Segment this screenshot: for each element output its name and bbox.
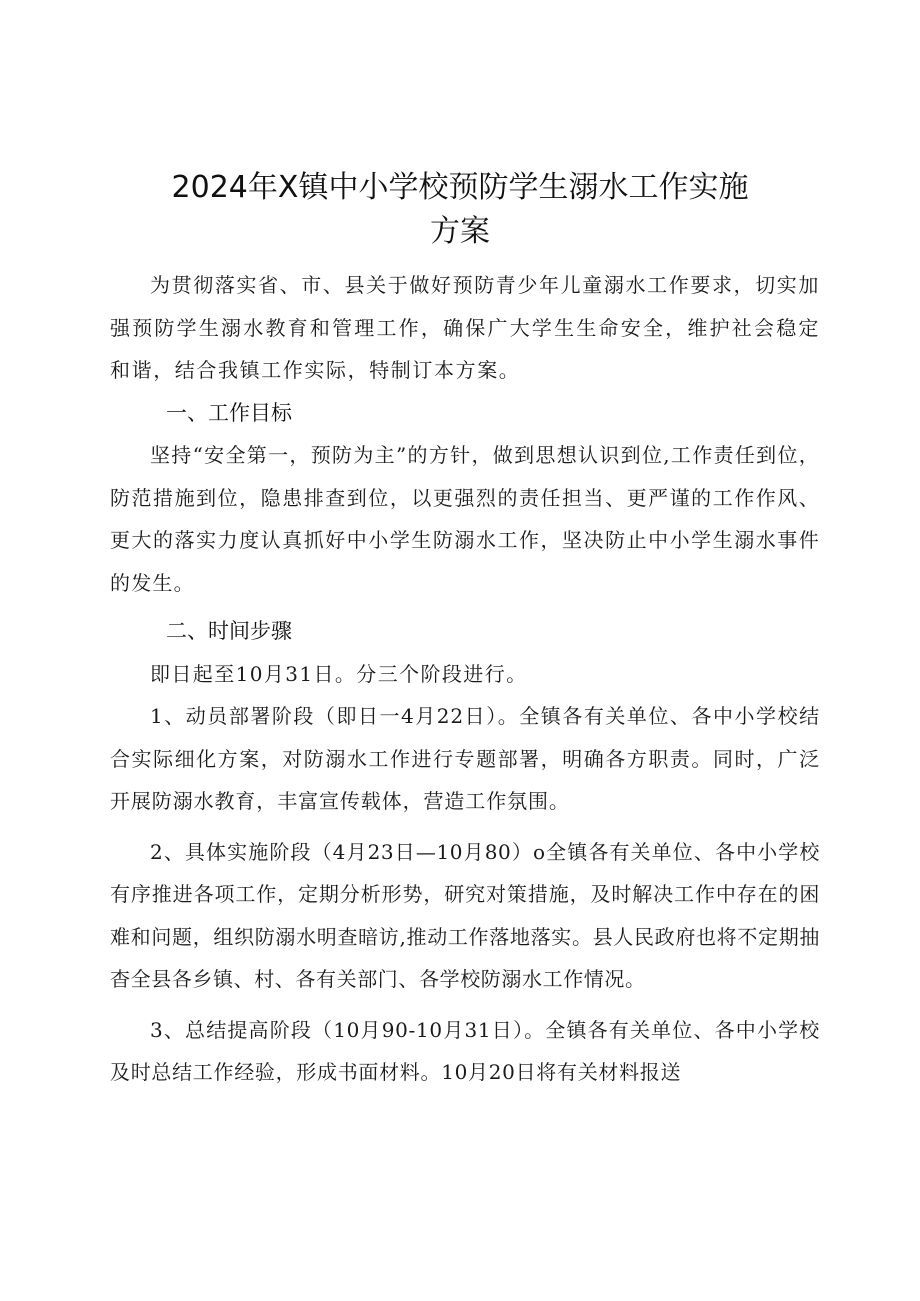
schedule-intro-paragraph: 即日起至10月31日。分三个阶段进行。 xyxy=(150,661,528,686)
document-title xyxy=(0,166,920,254)
step-2-paragraph: 2、具体实施阶段（4月23日—10月80）o全镇各有关单位、各中小学校有序推进各项工作，定期分析形势，研究对策措施，及时解决工作中存在的困难和问题，组织防溺水明查暗访,推动工作落地落实。县人民政府也将不定期抽杳全县各乡镇、村、各有关部门、各学校防溺水工作情况。 xyxy=(110,839,820,991)
intro-paragraph: 为贯彻落实省、市、县关于做好预防青少年儿童溺水工作要求，切实加强预防学生溺水教育和管理工作，确保广大学生生命安全，维护社会稳定和谐，结合我镇工作实际，特制订本方案。 xyxy=(110,273,820,382)
title-line-2: 方案 xyxy=(430,214,490,249)
section-heading-goals: 一、工作目标 xyxy=(166,400,292,425)
goals-paragraph: 坚持“安全第一，预防为主”的方针，做到思想认识到位,工作责任到位，防范措施到位，隐患排查到位，以更强烈的责任担当、更严谨的工作作风、更大的落实力度认真抓好中小学生防溺水工作，坚决防止中小学生溺水事件的发生。 xyxy=(110,443,820,595)
step-3-paragraph: 3、总结提高阶段（10月90-10月31日）。全镇各有关单位、各中小学校及时总结工作经验，形成书面材料。10月20日将有关材料报送 xyxy=(110,1017,820,1084)
title-line-1: 2024年X镇中小学校预防学生溺水工作实施 xyxy=(171,170,749,205)
document-body xyxy=(110,264,820,1094)
step-1-paragraph: 1、动员部署阶段（即日一4月22日）。全镇各有关单位、各中小学校结合实际细化方案，对防溺水工作进行专题部署，明确各方职责。同时，广泛开展防溺水教育，丰富宣传载体，营造工作氛围。 xyxy=(110,704,820,813)
section-heading-schedule: 二、时间步骤 xyxy=(166,619,292,643)
